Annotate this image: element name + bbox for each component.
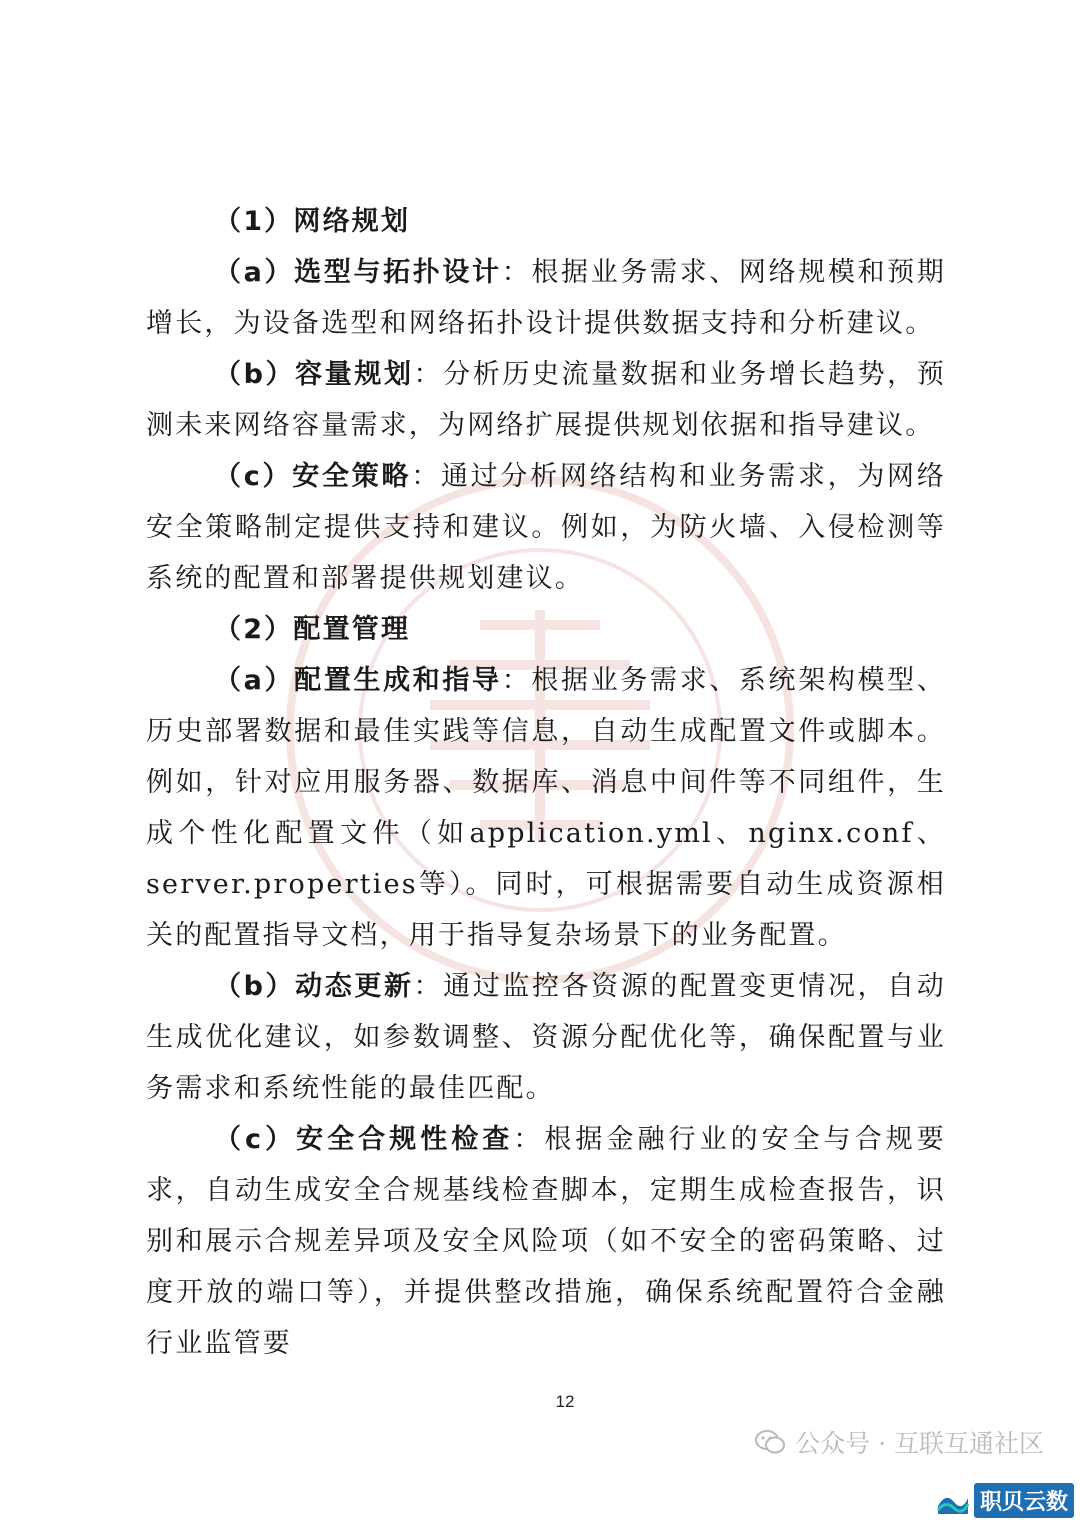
wave-logo-icon — [936, 1486, 970, 1516]
paragraph — [146, 961, 946, 1114]
paragraph-label: （1）网络规划 — [214, 206, 411, 237]
document-body — [146, 196, 946, 1369]
paragraph-label: （b）动态更新 — [214, 971, 414, 1002]
paragraph-label: （c）安全策略 — [214, 461, 412, 492]
paragraph-label: （a）配置生成和指导 — [214, 665, 502, 696]
paragraph-text: ：根据金融行业的安全与合规要求，自动生成安全合规基线检查脚本，定期生成检查报告，识别和展示合规差异项及安全风险项（如不安全的密码策略、过度开放的端口等），并提供整改措施，确保系统配置符合金融行业监管要 — [146, 1124, 946, 1359]
paragraph-label: （b）容量规划 — [214, 359, 414, 390]
page-number: 12 — [555, 1392, 575, 1411]
paragraph-label: （c）安全合规性检查 — [214, 1124, 514, 1155]
watermark-label: 公众号 · 互联互通社区 — [795, 1429, 1044, 1458]
brand-logo — [936, 1483, 1074, 1518]
wechat-watermark — [755, 1424, 1044, 1460]
paragraph-text: ：根据业务需求、网络规模和预期增长，为设备选型和网络拓扑设计提供数据支持和分析建议。 — [146, 257, 946, 339]
paragraph-text: ：通过监控各资源的配置变更情况，自动生成优化建议，如参数调整、资源分配优化等，确保配置与业务需求和系统性能的最佳匹配。 — [146, 971, 946, 1104]
paragraph-label: （2）配置管理 — [214, 614, 411, 645]
paragraph — [146, 349, 946, 451]
paragraph — [146, 655, 946, 961]
wechat-icon — [755, 1429, 785, 1455]
section-heading — [146, 604, 946, 655]
paragraph — [146, 247, 946, 349]
paragraph — [146, 451, 946, 604]
paragraph-text: ：分析历史流量数据和业务增长趋势，预测未来网络容量需求，为网络扩展提供规划依据和指导建议。 — [146, 359, 946, 441]
paragraph — [146, 1114, 946, 1369]
brand-label: 职贝云数 — [974, 1483, 1074, 1518]
section-heading — [146, 196, 946, 247]
paragraph-label: （a）选型与拓扑设计 — [214, 257, 502, 288]
paragraph-text: ：通过分析网络结构和业务需求，为网络安全策略制定提供支持和建议。例如，为防火墙、入侵检测等系统的配置和部署提供规划建议。 — [146, 461, 946, 594]
paragraph-text: ：根据业务需求、系统架构模型、历史部署数据和最佳实践等信息，自动生成配置文件或脚本。例如，针对应用服务器、数据库、消息中间件等不同组件，生成个性化配置文件（如application.yml、nginx.conf、server.properties等）。同时，可根据需要自动生成资源相关的配置指导文档，用于指导复杂场景下的业务配置。 — [146, 665, 946, 951]
